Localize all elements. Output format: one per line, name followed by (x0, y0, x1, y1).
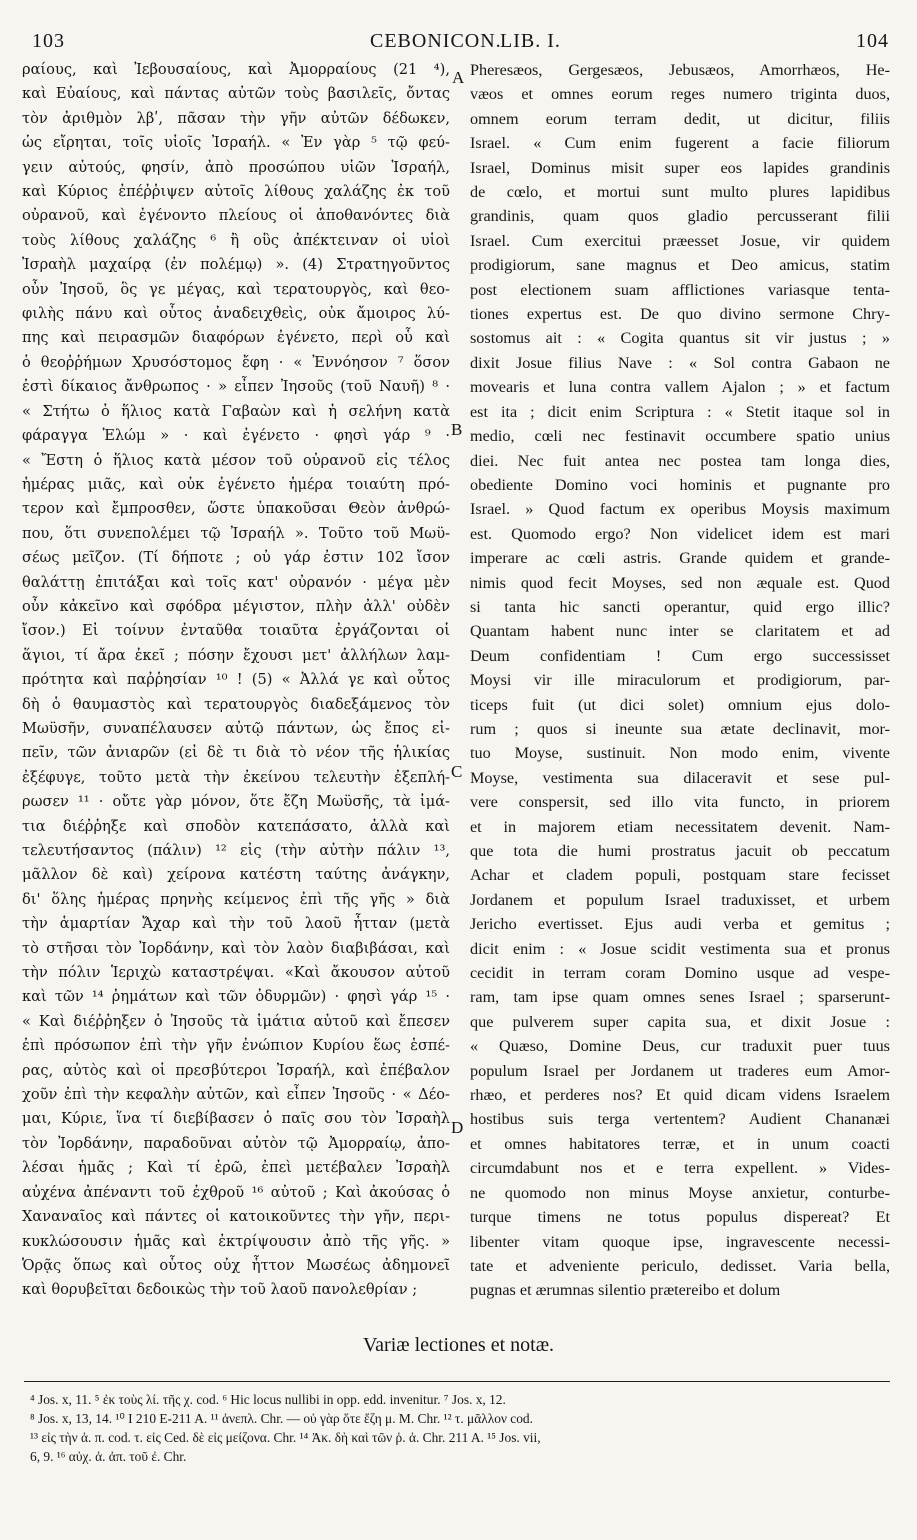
greek-text-line: οὐρανοῦ, καὶ ἐγένοντο πλείους οἱ ἀποθανόντες διὰ (22, 207, 450, 225)
greek-text-line: ὡς εἴρηται, τοῖς υἱοῖς Ἰσραήλ. « Ἐν γὰρ ⁵ τῷ φεύ- (22, 134, 450, 152)
latin-text-line: movearis et luna contra vallem Ajalon ; » et factum (470, 378, 890, 397)
greek-text-line: γειν αὐτούς, φησίν, ἀπὸ προσώπου υἱῶν Ἰσραήλ, (22, 158, 450, 176)
latin-text-line: tate et adveniente periculo, dedisset. Varia bella, (470, 1256, 890, 1275)
greek-text-line: καὶ τῶν ¹⁴ ῥημάτων καὶ τῶν ὀδυρμῶν) · φησὶ γάρ ¹⁵ · (22, 988, 450, 1006)
greek-text-line: ραίους, καὶ Ἰεβουσαίους, καὶ Ἀμορραίους (21 ⁴), (22, 61, 450, 78)
latin-text-line: libenter vitam quoque ipse, ingravescente necessi- (470, 1232, 890, 1251)
latin-text-line: hostibus suis terga vertentem? Audient Chananæi (470, 1110, 890, 1129)
greek-text-line: μαι, Κύριε, ἵνα τί διεβίβασεν ὁ παῖς σου τὸν Ἰσραὴλ (22, 1110, 450, 1128)
greek-text-line: τοὺς λίθους χαλάζης ⁶ ἢ οὓς ἀπέκτειναν οἱ υἱοὶ (22, 231, 450, 249)
running-header (22, 30, 889, 60)
margin-letter-b: B (451, 420, 463, 439)
greek-text-line: φάραγγα Ἐλώμ » · καὶ ἐγένετο · φησὶ γάρ ⁹ · (22, 427, 450, 445)
greek-text-line: Μωϋσῆν, συναπέλαυσεν αὐτῷ πάντων, ὡς ἔπος εἰ- (22, 719, 450, 737)
latin-text-line: dicit enim : « Josue scidit vestimenta sua et pronus (470, 939, 890, 958)
greek-text-line: τὸν Ἰορδάνην, παραδοῦναι αὐτὸν τῷ Ἀμορραίῳ, ἀπο- (22, 1134, 450, 1152)
latin-text-line: que pulverem super capita sua, et dixit Josue : (470, 1012, 890, 1031)
greek-text-line: θαλάττῃ ἐπιτάξαι καὶ τοῖς κατ' οὐρανόν · μέγα μὲν (22, 573, 450, 591)
greek-text-line: τὸ στῆσαι τὸν Ἰορδάνην, καὶ τὸν λαὸν διαβιβάσαι, καὶ (22, 939, 450, 957)
page-number-left: 103 (32, 30, 65, 52)
latin-text-line: diei. Nec fuit antea nec postea tam longa dies, (470, 451, 890, 470)
greek-text-line: οὖν Ἰησοῦ, ὃς γε μέγας, καὶ τερατουργὸς, καὶ θεο- (22, 280, 450, 298)
note-line: ⁴ Jos. x, 11. ⁵ ἐκ τοὺς λί. τῆς χ. cod. ⁶ Hic locus nullibi in opp. edd. invenitur. ⁷ Jos. x, 12. (30, 1392, 506, 1407)
greek-text-line: που, ὅτι συνεπολέμει τῷ Ἰσραήλ ». Τοῦτο τοῦ Μωϋ- (22, 524, 450, 542)
greek-text-line: ἅγιοι, τί ἄρα ἐκεῖ ; πόσην ἔχουσι μετ' ἀλλήλων λαμ- (22, 646, 450, 664)
note-line: ⁸ Jos. x, 13, 14. ¹⁰ I 210 E-211 A. ¹¹ ἀνεπλ. Chr. — οὐ γὰρ ὅτε ἔζη μ. M. Chr. ¹² τ. μᾶλλον cod. (30, 1411, 533, 1426)
greek-text-line: λέσαι ἡμᾶς ; Καὶ τί ἐρῶ, ἐπεὶ μετέβαλεν Ἰσραὴλ (22, 1159, 450, 1177)
greek-text-line: ὁ θεοῤῥήμων Χρυσόστομος ἔφη · « Ἐννόησον ⁷ ὅσον (22, 353, 450, 371)
latin-text-line: Israel. Cum exercitui præesset Josue, vir quidem (470, 231, 890, 250)
greek-text-line: τερον καὶ ἔμπροσθεν, ὥστε ὑπακοῦσαι Θεὸν ἀνθρώ- (22, 500, 450, 518)
latin-text-line: ticeps fuit (ut dici solet) omnium ejus dolo- (470, 695, 890, 714)
latin-text-line: et in majorem etiam necessitatem devenit. Nam- (470, 817, 890, 836)
greek-text-line: δὴ ὁ θαυμαστὸς καὶ τερατουργὸς διαδεξάμενος τὸν (22, 695, 450, 713)
greek-text-line: φιλὴς πάνυ καὶ οὗτος ἀναδειχθεὶς, οὐκ ἄμοιρος λύ- (22, 305, 450, 323)
greek-text-line: πης καὶ πειρασμῶν διαφόρων ἐγένετο, περὶ οὗ καὶ (22, 329, 450, 347)
note-line: 6, 9. ¹⁶ αὐχ. ἀ. ἀπ. τοῦ ἐ. Chr. (30, 1449, 187, 1464)
latin-text-line: ne quomodo non minus Moyse anxietur, conturbe- (470, 1183, 890, 1202)
greek-text-line: ἴσον.) Εἰ τοίνυν ἐνταῦθα τοιαῦτα ἐργάζονται οἱ (22, 622, 450, 640)
latin-text-line: Jordanem et populum Israel traduxisset, et urbem (470, 890, 890, 909)
latin-text-line: de cœlo, et mortui sunt multo plures lapidibus (470, 183, 890, 202)
greek-text-line: Χαναναῖος καὶ πάντες οἱ κατοικοῦντες τὴν γῆν, περι- (22, 1208, 450, 1226)
greek-text-line: καὶ Εὐαίους, καὶ πάντας αὐτῶν τοὺς βασιλεῖς, ὄντας (22, 85, 450, 103)
margin-letter-c: C (451, 762, 463, 781)
greek-text-line: πεῖν, τῶν ἀνιαρῶν (εἰ δὲ τι διὰ τὸ νέον τῆς ἡλικίας (22, 744, 450, 762)
latin-text-line: Moyse, vestimenta sua dilaceravit et sese pul- (470, 768, 890, 787)
latin-text-line: Jericho evertisset. Ejus audi verba et gemitus ; (470, 915, 890, 934)
latin-text-line: grandinis, quam quos gladio percusserant filii (470, 207, 890, 226)
latin-text-line: rhæo, et perderes nos? Et quid dicam videns Israelem (470, 1086, 890, 1105)
greek-text-line: Ἰσραὴλ μαχαίρᾳ (ἐν πολέμῳ) ». (4) Στρατηγοῦντος (22, 256, 450, 274)
latin-text-line: vere conspersit, sed illo vita functo, in priorem (470, 793, 890, 812)
greek-text-line: τελευτήσαντος (πάλιν) ¹² εἰς (τὴν αὐτὴν πάλιν ¹³, (22, 842, 450, 859)
greek-text-line: αὐχένα ἀπέναντι τοῦ ἐχθροῦ ¹⁶ αὐτοῦ ; Καὶ ἀκούσας ὁ (22, 1183, 450, 1201)
latin-text-line: dixit Josue filius Nave : « Sol contra Gabaon ne (470, 353, 890, 372)
greek-text-line: ἐξέφυγε, τοῦτο μετὰ τὴν ἐκείνου τελευτὴν ἐξεπλή- (22, 768, 450, 786)
margin-letter-d: D (451, 1118, 464, 1137)
greek-text-line: τια διέῤῥηξε καὶ σποδὸν κατεπάσατο, ἀλλὰ καὶ (22, 817, 450, 835)
greek-text-line: τὴν πόλιν Ἱεριχὼ καταστρέψαι. «Καὶ ἄκουσον αὐτοῦ (22, 964, 450, 982)
latin-text-line: Israel. « Cum enim fugerent a facie filiorum (470, 134, 890, 153)
greek-text-line: « Καὶ διέῤῥηξεν ὁ Ἰησοῦς τὰ ἱμάτια αὐτοῦ καὶ ἔπεσεν (22, 1012, 450, 1030)
latin-text-line: Pheresæos, Gergesæos, Jebusæos, Amorrhæos, He- (470, 61, 890, 79)
latin-column (470, 58, 890, 1308)
greek-text-line: ἡμέρας μιᾶς, καὶ οὐκ ἐγένετο ἡμέρα τοιαύτη πρό- (22, 475, 450, 493)
greek-text-line: ἐστὶ δίκαιος ἄνθρωπος · » εἶπεν Ἰησοῦς (τοῦ Ναυῆ) ⁸ · (22, 378, 450, 396)
greek-text-line: καὶ θορυβεῖται δεδοικὼς τὴν τοῦ λαοῦ πανολεθρίαν ; (22, 1281, 418, 1299)
greek-text-line: ρας, αὐτὸς καὶ οἱ πρεσβύτεροι Ἰσραήλ, καὶ ἐπέβαλον (22, 1061, 450, 1079)
greek-text-line: μᾶλλον δὲ καὶ) χείρονα κατέστη ταύτης ἀνάγκην, (22, 866, 450, 884)
greek-text-line: οὖν κἀκεῖνο καὶ σφόδρα μέγιστον, πλὴν ἀλλ' οὐδὲν (22, 597, 450, 615)
greek-text-line: ρωσεν ¹¹ · οὔτε γὰρ μόνον, ὅτε ἔζη Μωϋσῆς, τὰ ἱμά- (22, 793, 450, 811)
greek-column (22, 58, 450, 1308)
latin-text-line: Israel. » Quod factum ex operibus Moysis maximum (470, 500, 890, 519)
latin-text-line: et omnes habitatores terræ, et in unum coacti (470, 1134, 890, 1153)
latin-text-line: est ita ; dicit enim Scriptura : « Stetit itaque sol in (470, 402, 890, 421)
notes-title: Variæ lectiones et notæ. (362, 1334, 555, 1356)
greek-text-line: τὸν ἀριθμὸν λβʹ, πᾶσαν τὴν γῆν αὐτῶν δέδωκεν, (22, 109, 450, 127)
latin-text-line: Quantam habent nunc inter se claritatem et ad (470, 622, 890, 641)
greek-text-line: καὶ Κύριος ἐπέῤῥιψεν αὐτοῖς λίθους χαλάζης ἐκ τοῦ (22, 183, 450, 201)
note-line: ¹³ εἰς τὴν ἀ. π. cod. τ. εἰς Ced. δὲ εἰς μείζονα. Chr. ¹⁴ Ἀκ. δὴ καὶ τῶν ῥ. ἀ. Chr. 211 A. ¹⁵ Jos. vii, (30, 1430, 541, 1445)
latin-text-line: rum ; quos si ineunte sua ætate declinavit, mor- (470, 719, 890, 738)
greek-text-line: τὴν ἁμαρτίαν Ἄχαρ καὶ τὴν τοῦ λαοῦ ἧτταν (μετὰ (22, 915, 450, 933)
latin-text-line: post electionem suam afflictiones variasque tenta- (470, 280, 890, 299)
greek-text-line: κυκλώσουσιν ἡμᾶς καὶ ἐκτρίψουσιν ἀπὸ τῆς γῆς. » (22, 1232, 450, 1250)
latin-text-line: Achar et cladem populi, postquam stare fecisset (470, 866, 890, 885)
latin-text-line: pugnas et ærumnas silentio prætereibo et dolum (470, 1281, 781, 1300)
greek-text-line: σέως μεῖζον. (Τί δήποτε ; οὐ γάρ ἐστιν 102 ἴσον (22, 549, 450, 567)
greek-text-line: χοῦν ἐπὶ τὴν κεφαλὴν αὐτῶν, καὶ εἶπεν Ἰησοῦς · « Δέο- (22, 1086, 450, 1104)
notes-block (30, 1390, 890, 1466)
running-title: CEBONICON. (370, 30, 502, 52)
greek-text-line: Ὁρᾷς ὅπως καὶ οὗτος οὐχ ἧττον Μωσέως ἀδημονεῖ (22, 1256, 450, 1274)
greek-text-line: « Ἔστη ὁ ἥλιος κατὰ μέσον τοῦ οὐρανοῦ εἰς τέλος (22, 451, 450, 469)
latin-text-line: turque timens ne totus populus dispereat? Et (470, 1208, 890, 1227)
greek-text-line: « Στήτω ὁ ἥλιος κατὰ Γαβαὼν καὶ ἡ σελήνη κατὰ (22, 402, 450, 420)
latin-text-line: nimis quod fecit Moyses, sed non æquale est. Quod (470, 573, 890, 592)
greek-text-line: δι' ὅλης ἡμέρας πρηνὴς κείμενος ἐπὶ τῆς γῆς » διὰ (22, 890, 450, 908)
latin-text-line: circumdabunt nos et e terra expellent. » Vides- (470, 1159, 890, 1178)
latin-text-line: Moysi vir ille miraculorum et prodigiorum, par- (470, 671, 890, 690)
latin-text-line: sostomus ait : « Cogita quantus sit vir justus ; » (470, 329, 890, 348)
greek-text-line: ἐπὶ πρόσωπον ἐπὶ τὴν γῆν ἐνώπιον Κυρίου ἕως ἑσπέ- (22, 1037, 450, 1055)
latin-text-line: imperare ac cœli astris. Grande quidem et grande- (470, 549, 890, 568)
latin-text-line: que tota die humi prostratus jacuit ob peccatum (470, 842, 890, 860)
greek-text-line: πρότητα καὶ παῤῥησίαν ¹⁰ ! (5) « Ἀλλά γε καὶ οὗτος (22, 671, 450, 689)
latin-text-line: obediente Domino voci hominis et pugnante pro (470, 475, 890, 494)
latin-text-line: Deum confidentiam ! Cum ergo successisset (470, 646, 890, 665)
margin-letter-a: A (452, 68, 465, 87)
latin-text-line: populum Israel per Jordanem ut traderes eum Amor- (470, 1061, 890, 1080)
latin-text-line: omnem eorum terram dedit, ut dicitur, filiis (470, 109, 890, 128)
latin-text-line: cecidit in terram coram Domino usque ad vespe- (470, 964, 890, 983)
latin-text-line: væos et omnes eorum reges numero triginta duos, (470, 85, 890, 104)
latin-text-line: est. Quomodo ergo? Non videlicet idem est mari (470, 524, 890, 543)
latin-text-line: tiones expertus est. De quo divino sermone Chry- (470, 305, 890, 324)
latin-text-line: tuo Moyse, sustinuit. Non modo enim, vivente (470, 744, 890, 763)
page-number-right: 104 (856, 30, 889, 52)
notes-divider (24, 1381, 890, 1382)
latin-text-line: medio, cœli nec festinavit occumbere spatio unius (470, 427, 890, 446)
latin-text-line: prodigiorum, sane magnus et Deo amicus, statim (470, 256, 890, 275)
latin-text-line: ram, tam ipse quam omnes senes Israel ; sparserunt- (470, 988, 890, 1007)
latin-text-line: si tanta hic sancti operantur, quid ergo illic? (470, 597, 890, 616)
book-label: LIB. I. (500, 30, 561, 52)
latin-text-line: Israel, Dominus misit super eos lapides grandinis (470, 158, 890, 177)
latin-text-line: « Quæso, Domine Deus, cur traduxit puer tuus (470, 1037, 890, 1056)
